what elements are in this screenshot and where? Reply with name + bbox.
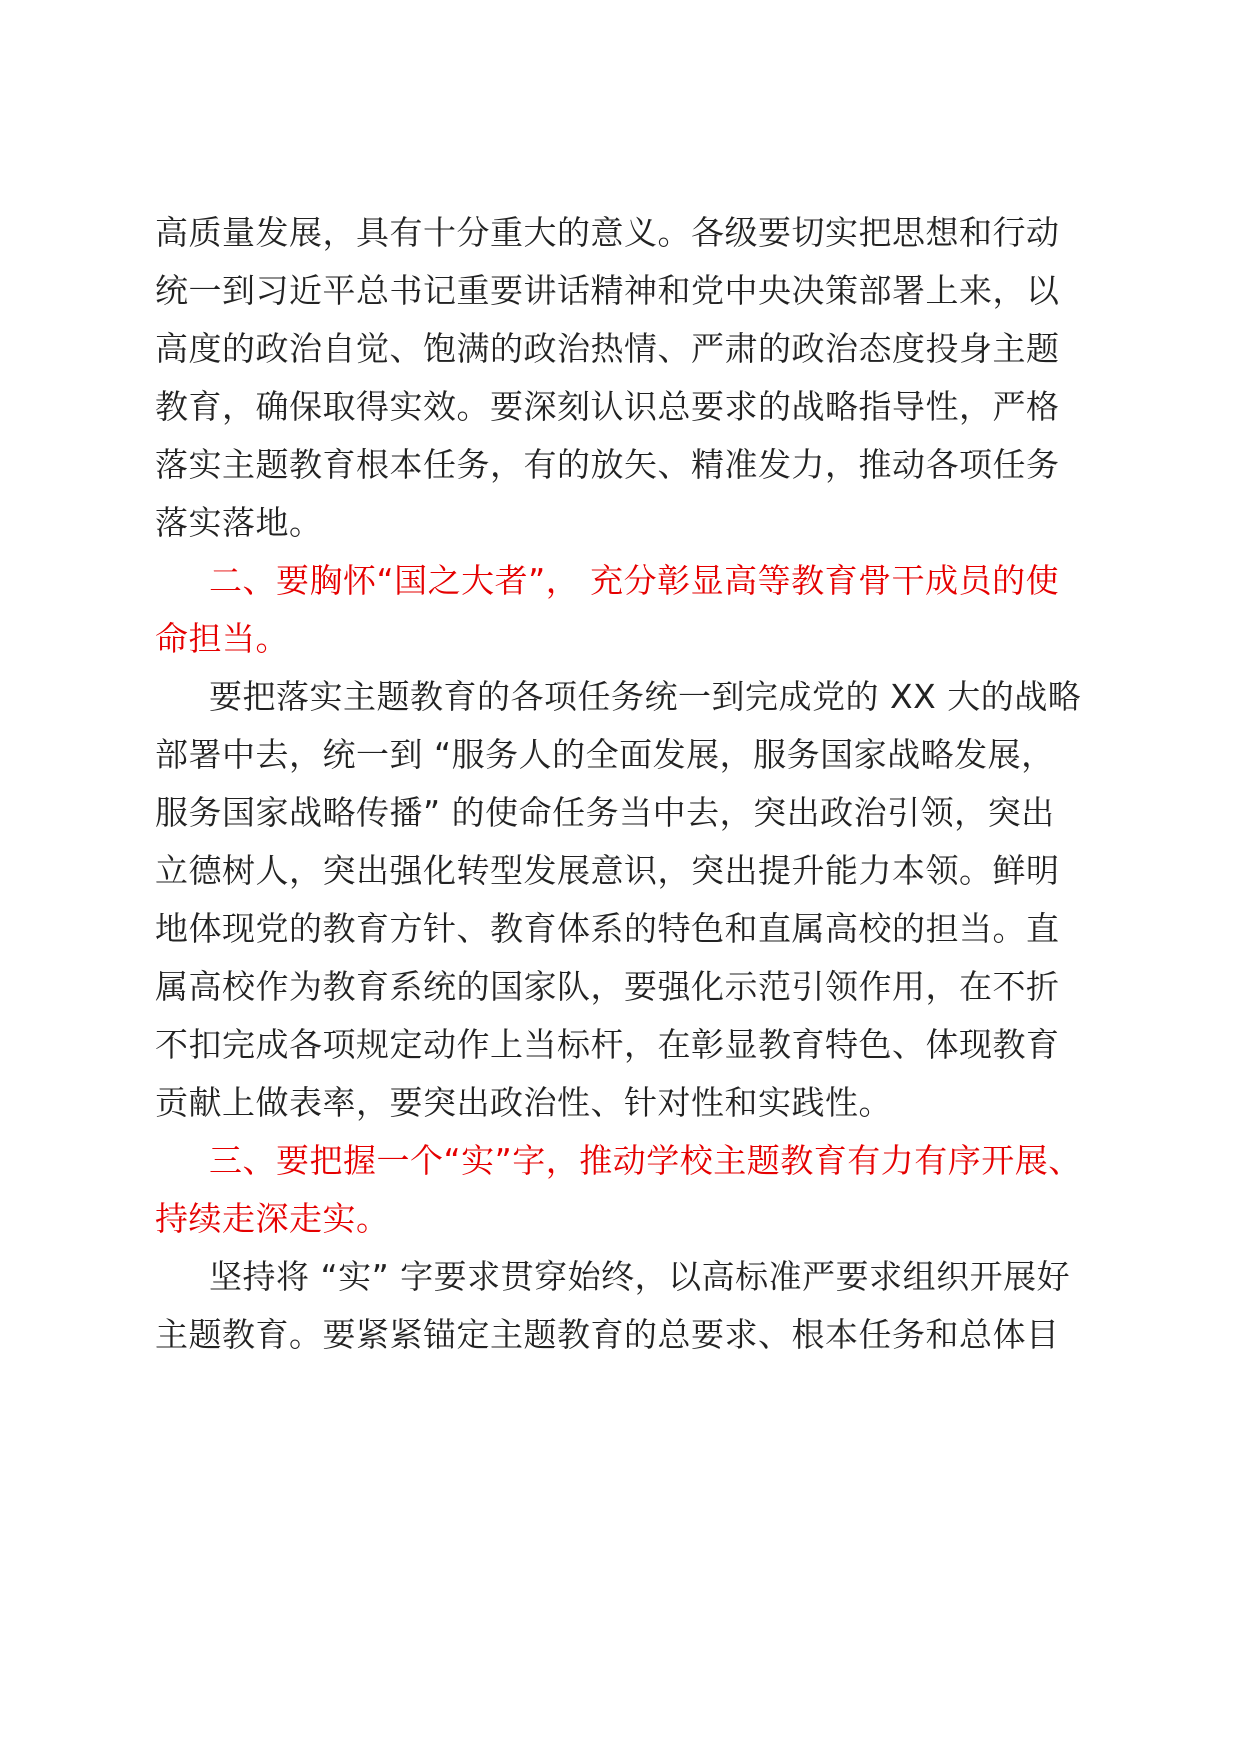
paragraph-1-line-4: 教育，确保取得实效。要深刻认识总要求的战略指导性，严格 [155,387,1060,426]
paragraph-1-line-1: 高质量发展，具有十分重大的意义。各级要切实把思想和行动 [155,213,1060,252]
paragraph-2-line-2: 部署中去，统一到 “服务人的全面发展，服务国家战略发展， [155,735,1055,774]
paragraph-1-line-6: 落实落地。 [155,503,323,542]
section-heading-2-line-2: 命担当。 [155,619,289,658]
section-heading-3-line-1: 三、要把握一个“实”字，推动学校主题教育有力有序开展、 [209,1141,1082,1180]
paragraph-2-line-3: 服务国家战略传播” 的使命任务当中去，突出政治引领，突出 [155,793,1055,832]
paragraph-3-line-1: 坚持将 “实” 字要求贯穿始终，以高标准严要求组织开展好 [209,1257,1071,1296]
paragraph-2-line-1: 要把落实主题教育的各项任务统一到完成党的 XX 大的战略 [209,677,1082,716]
paragraph-1-line-5: 落实主题教育根本任务，有的放矢、精准发力，推动各项任务 [155,445,1060,484]
paragraph-2-line-8: 贡献上做表率，要突出政治性、针对性和实践性。 [155,1083,892,1122]
paragraph-2-line-5: 地体现党的教育方针、教育体系的特色和直属高校的担当。直 [155,909,1060,948]
paragraph-2-line-7: 不扣完成各项规定动作上当标杆，在彰显教育特色、体现教育 [155,1025,1060,1064]
section-heading-3-line-2: 持续走深走实。 [155,1199,390,1238]
paragraph-1-line-3: 高度的政治自觉、饱满的政治热情、严肃的政治态度投身主题 [155,329,1060,368]
paragraph-3-line-2: 主题教育。要紧紧锚定主题教育的总要求、根本任务和总体目 [155,1315,1060,1354]
section-heading-2-line-1: 二、要胸怀“国之大者”， 充分彰显高等教育骨干成员的使 [209,561,1060,600]
paragraph-2-line-6: 属高校作为教育系统的国家队，要强化示范引领作用，在不折 [155,967,1060,1006]
paragraph-2-line-4: 立德树人，突出强化转型发展意识，突出提升能力本领。鲜明 [155,851,1060,890]
paragraph-1-line-2: 统一到习近平总书记重要讲话精神和党中央决策部署上来，以 [155,271,1060,310]
